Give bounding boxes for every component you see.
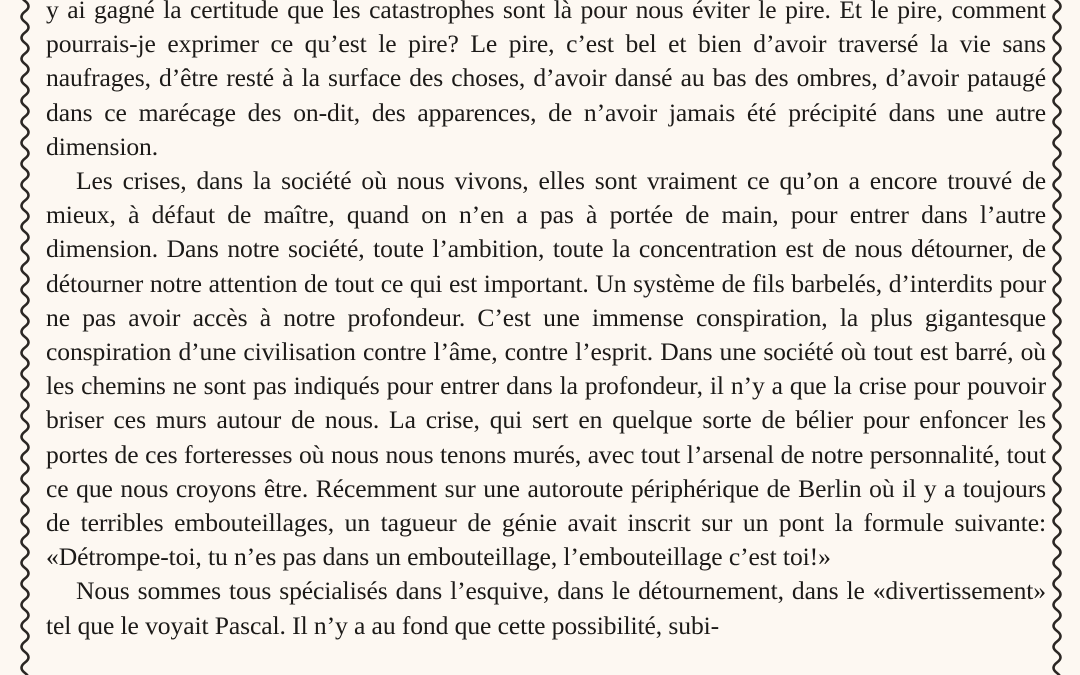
paragraph-nous-sommes: Nous sommes tous spécialisés dans l’esquive, dans le détournement, dans le «divertissement» tel que le voyait Pascal. Il n’y a au fond que cette possibilité, subi- xyxy=(46,576,1046,640)
left-wavy-edge-decoration xyxy=(14,0,36,675)
right-wavy-edge-decoration xyxy=(1046,0,1068,675)
text-column xyxy=(46,0,1046,675)
paragraph-continued: y ai gagné la certitude que les catastrophes sont là pour nous éviter le pire. Et le pire, comment pourrais-je exprimer ce qu’est le pire? Le pire, c’est bel et bien d’avoir traversé la vie sans naufrages, d’être resté à la surface des choses, d’avoir dansé au bas des ombres, d’avoir pataugé dans ce marécage des on-dit, des apparences, de n’avoir jamais été précipité dans une autre dimension. xyxy=(46,0,1046,161)
paragraph-les-crises: Les crises, dans la société où nous vivons, elles sont vraiment ce qu’on a encore trouvé de mieux, à défaut de maître, quand on n’en a pas à portée de main, pour entrer dans l’autre dimension. Dans notre société, toute l’ambition, toute la concentration est de nous détourner, de détourner notre attention de tout ce qui est important. Un système de fils barbelés, d’interdits pour ne pas avoir accès à notre profondeur. C’est une immense conspiration, la plus gigantesque conspiration d’une civilisation contre l’âme, contre l’esprit. Dans une société où tout est barré, où les chemins ne sont pas indiqués pour entrer dans la profondeur, il n’y a que la crise pour pouvoir briser ces murs autour de nous. La crise, qui sert en quelque sorte de bélier pour enfoncer les portes de ces forteresses où nous nous tenons murés, avec tout l’arsenal de notre personnalité, tout ce que nous croyons être. Récemment sur une autoroute périphérique de Berlin où il y a toujours de terribles embouteillages, un tagueur de génie avait inscrit sur un pont la formule suivante: «Détrompe-toi, tu n’es pas dans un embouteillage, l’embouteillage c’est toi!» xyxy=(46,166,1046,572)
